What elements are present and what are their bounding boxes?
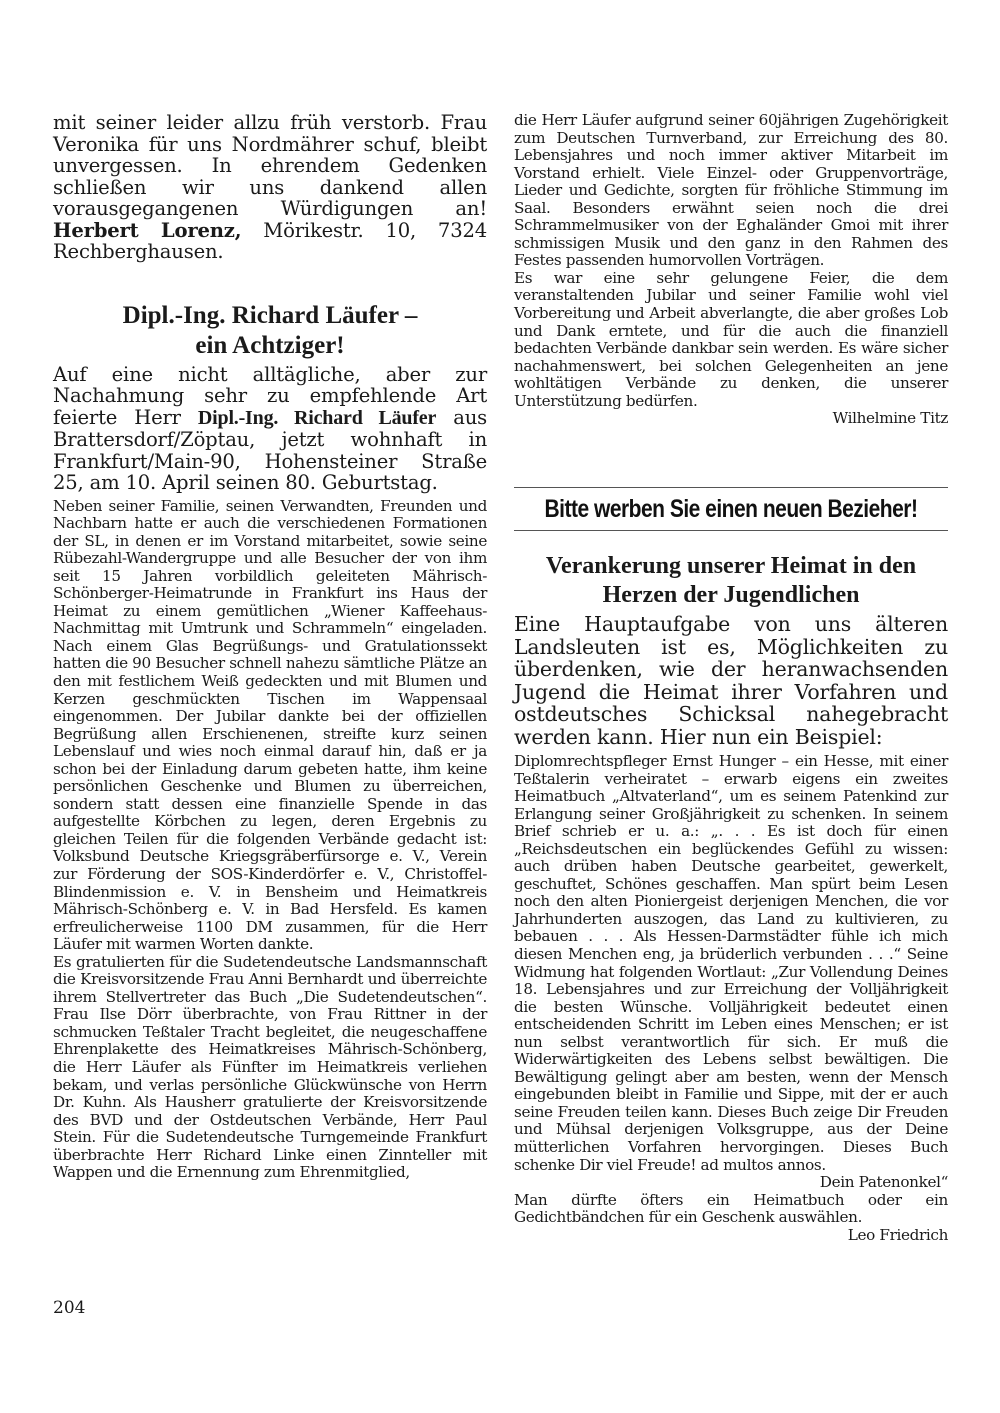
intro-text: mit seiner leider allzu früh verstorb. Frau Veronika für uns Nordmährer schuf, bleibt unvergessen. In ehrendem Gedenken schließen wir uns dankend allen vorausgegangenen Würdigungen an! xyxy=(53,111,487,220)
article-2-letter-text: Diplomrechtspfleger Ernst Hunger – ein Hesse, mit einer Teßtalerin verheiratet – erwarb eigens ein zweites Heimatbuch „Altvaterland“, um es seinem Patenkind zur Erlangung seiner Großjährigkeit zu schenken. In seinem Brief schrieb er u. a.: „. . . Es ist doch für einen „Reichsdeutschen ein beglückendes Gefühl zu wissen: auch drüben haben Deutsche gearbeitet, gewerkelt, geschuftet, Schönes geschaffen. Man spürt beim Lesen noch den alten Pioniergeist derjenigen Menchen, die vor Jahrhunderten auszogen, das Land zu kultivieren, zu bebauen . . . Als Hessen-Darmstädter fühle ich mich diesen Menchen eng, ja brüderlich verbunden . . .“ Seine Widmung hat folgenden Wortlaut: „Zur Vollendung Deines 18. Lebensjahres und zur Erreichung der Volljährigkeit die besten Wünsche. Volljährigkeit bedeutet einen entscheidenden Schritt im Leben eines Menschen; er ist nun selbst verantwortlich für sich. Er muß die Widerwärtigkeiten des Lebens selbst bewältigen. Die Bewältigung gelingt aber am besten, wenn der Mensch eingebunden bleibt in Familie und Sippe, mit der er auch seine Freuden teilen kann. Dieses Buch zeige Dir Freuden und Mühsal derjenigen Volksgruppe, aus der Deine mütterlichen Vorfahren hervorgingen. Dieses Buch schenke Dir viel Freude! ad multos annos. xyxy=(514,752,948,1174)
subscription-banner xyxy=(514,487,948,531)
intro-address: Mörikestr. 10, 7324 Rechberghausen. xyxy=(53,218,487,263)
lead-text-after: aus Brattersdorf/Zöptau, jetzt wohnhaft in Frankfurt/Main-90, Hohensteiner Straße 25, am 10. April seinen 80. Geburtstag. xyxy=(53,405,487,494)
article-lead xyxy=(53,364,487,494)
article-title xyxy=(53,301,487,361)
article-title-line-1: Dipl.-Ing. Richard Läufer – xyxy=(122,301,418,329)
article-2-paragraph: Man dürfte öfters ein Heimatbuch oder ein Gedichtbändchen für ein Geschenk auswählen. xyxy=(514,1190,948,1227)
article-paragraph: Es gratulierten für die Sudetendeutsche Landsmannschaft die Kreisvorsitzende Frau Anni Bernhardt und überreichte ihrem Stellvertreter das Buch „Die Sudetendeutschen“. Frau Ilse Dörr überbrachte, von Frau Rittner in der schmucken Teßtaler Tracht begleitet, die neugeschaffene Ehrenplakette des Heimatkreises Mährisch-Schönberg, die Herr Läufer als Fünfter im Heimatkreis verliehen bekam, und verlas persönliche Glückwünsche von Herrn Dr. Kuhn. Als Hausherr gratulierte der Kreisvorsitzende des BVD und der Ostdeutschen Verbände, Herr Paul Stein. Für die Sudetendeutsche Turngemeinde Frankfurt überbrachte Herr Richard Linke einen Zinnteller mit Wappen und die Ernennung zum Ehrenmitglied, xyxy=(53,952,487,1182)
author-signature: Wilhelmine Titz xyxy=(832,409,948,428)
article-2-title-line-2: Herzen der Jugendlichen xyxy=(602,582,860,608)
article-2-title-line-1: Verankerung unserer Heimat in den xyxy=(545,553,917,579)
continuation-paragraph: Es war eine sehr gelungene Feier, die dem veranstaltenden Jubilar und seiner Familie wohl viel Vorbereitung und Arbeit abverlangte, die aber großes Lob und Dank erntete, und für die auch die finanziell bedachten Verbände dankbar sein werden. Es wäre sicher nachahmenswert, bei solchen Gelegenheiten an jene wohltätigen Verbände zu denken, die unserer Unterstützung bedürfen. xyxy=(514,268,948,410)
continuation-paragraph: die Herr Läufer aufgrund seiner 60jährigen Zugehörigkeit zum Deutschen Turnverband, zur Erreichung des 80. Lebensjahres und noch immer aktiver Mitarbeit im Vorstand erhielt. Viele Einzel- oder Gruppenvorträge, Lieder und Gedichte, sorgten für fröhliche Stimmung im Saal. Besonders erwähnt seien noch die drei Schrammelmusiker von der Eghaländer Gmoi mit ihrer schmissigen Musik und den ganz in den Rahmen des Festes passenden humorvollen Vorträgen. xyxy=(514,111,948,270)
right-column-top xyxy=(514,112,948,428)
lead-text: Auf eine nicht alltägliche, aber zur Nachahmung sehr zu empfehlende Art feierte Herr xyxy=(53,362,487,429)
article-2-lead: Eine Hauptaufgabe von uns älteren Landsleuten ist es, Möglichkeiten zu überdenken, wie der heranwachsenden Jugend die Heimat ihrer Vorfahren und ostdeutsches Schicksal nahegebracht werden kann. Hier nun ein Beispiel: xyxy=(514,612,948,749)
intro-paragraph xyxy=(53,112,487,263)
left-column xyxy=(53,112,487,1182)
letter-closing: Dein Patenonkel“ xyxy=(819,1173,948,1192)
article-2-title xyxy=(514,552,948,610)
lead-name: Dipl.-Ing. Richard Läufer xyxy=(197,406,437,429)
right-column-article xyxy=(514,552,948,1244)
article-2-paragraph xyxy=(514,752,948,1192)
page-number: 204 xyxy=(53,1298,86,1318)
author-signature: Leo Friedrich xyxy=(847,1225,948,1244)
article-paragraph: Neben seiner Familie, seinen Verwandten, Freunden und Nachbarn hatte er auch die verschiedenen Formationen der SL, in denen er im Vorstand mitarbeitet, sowie seine Rübezahl-Wandergruppe und alle Besucher der von ihm seit 15 Jahren vorbildlich geleiteten Mährisch-Schönberger-Heimatrunde in Frankfurt ins Haus der Heimat zu einem gemütlichen „Wiener Kaffeehaus-Nachmittag mit Umtrunk und Schrammeln“ eingeladen. Nach einem Glas Begrüßungs- und Gratulationssekt hatten die 90 Besucher schnell nahezu sämtliche Plätze an den mit festlichem Weiß gedeckten und mit Blumen und Kerzen geschmückten Tischen im Wappensaal eingenommen. Der Jubilar dankte bei der offiziellen Begrüßung allen Erschienenen, streifte kurz seinen Lebenslauf und wies noch einmal darauf hin, daß er ja schon bei der Einladung darum gebeten hatte, ihm keine persönlichen Geschenke und Blumen zu überreichen, sondern statt dessen eine finanzielle Spende in das aufgestellte Körbchen zu legen, deren Ergebnis zu gleichen Teilen für die folgenden Verbände gedacht ist: Volksbund Deutsche Kriegsgräberfürsorge e. V., Verein zur Förderung der SOS-Kinderdörfer e. V., Christoffel-Blindenmission e. V. in Bensheim und Heimatkreis Mährisch-Schönberg e. V. in Bad Hersfeld. Es kamen erfreulicherweise 1100 DM zusammen, für die Herr Läufer mit warmen Worten dankte. xyxy=(53,496,487,954)
banner-text: Bitte werben Sie einen neuen Bezieher! xyxy=(544,494,918,523)
intro-author: Herbert Lorenz, xyxy=(53,218,242,242)
article-title-line-2: ein Achtziger! xyxy=(195,331,345,359)
